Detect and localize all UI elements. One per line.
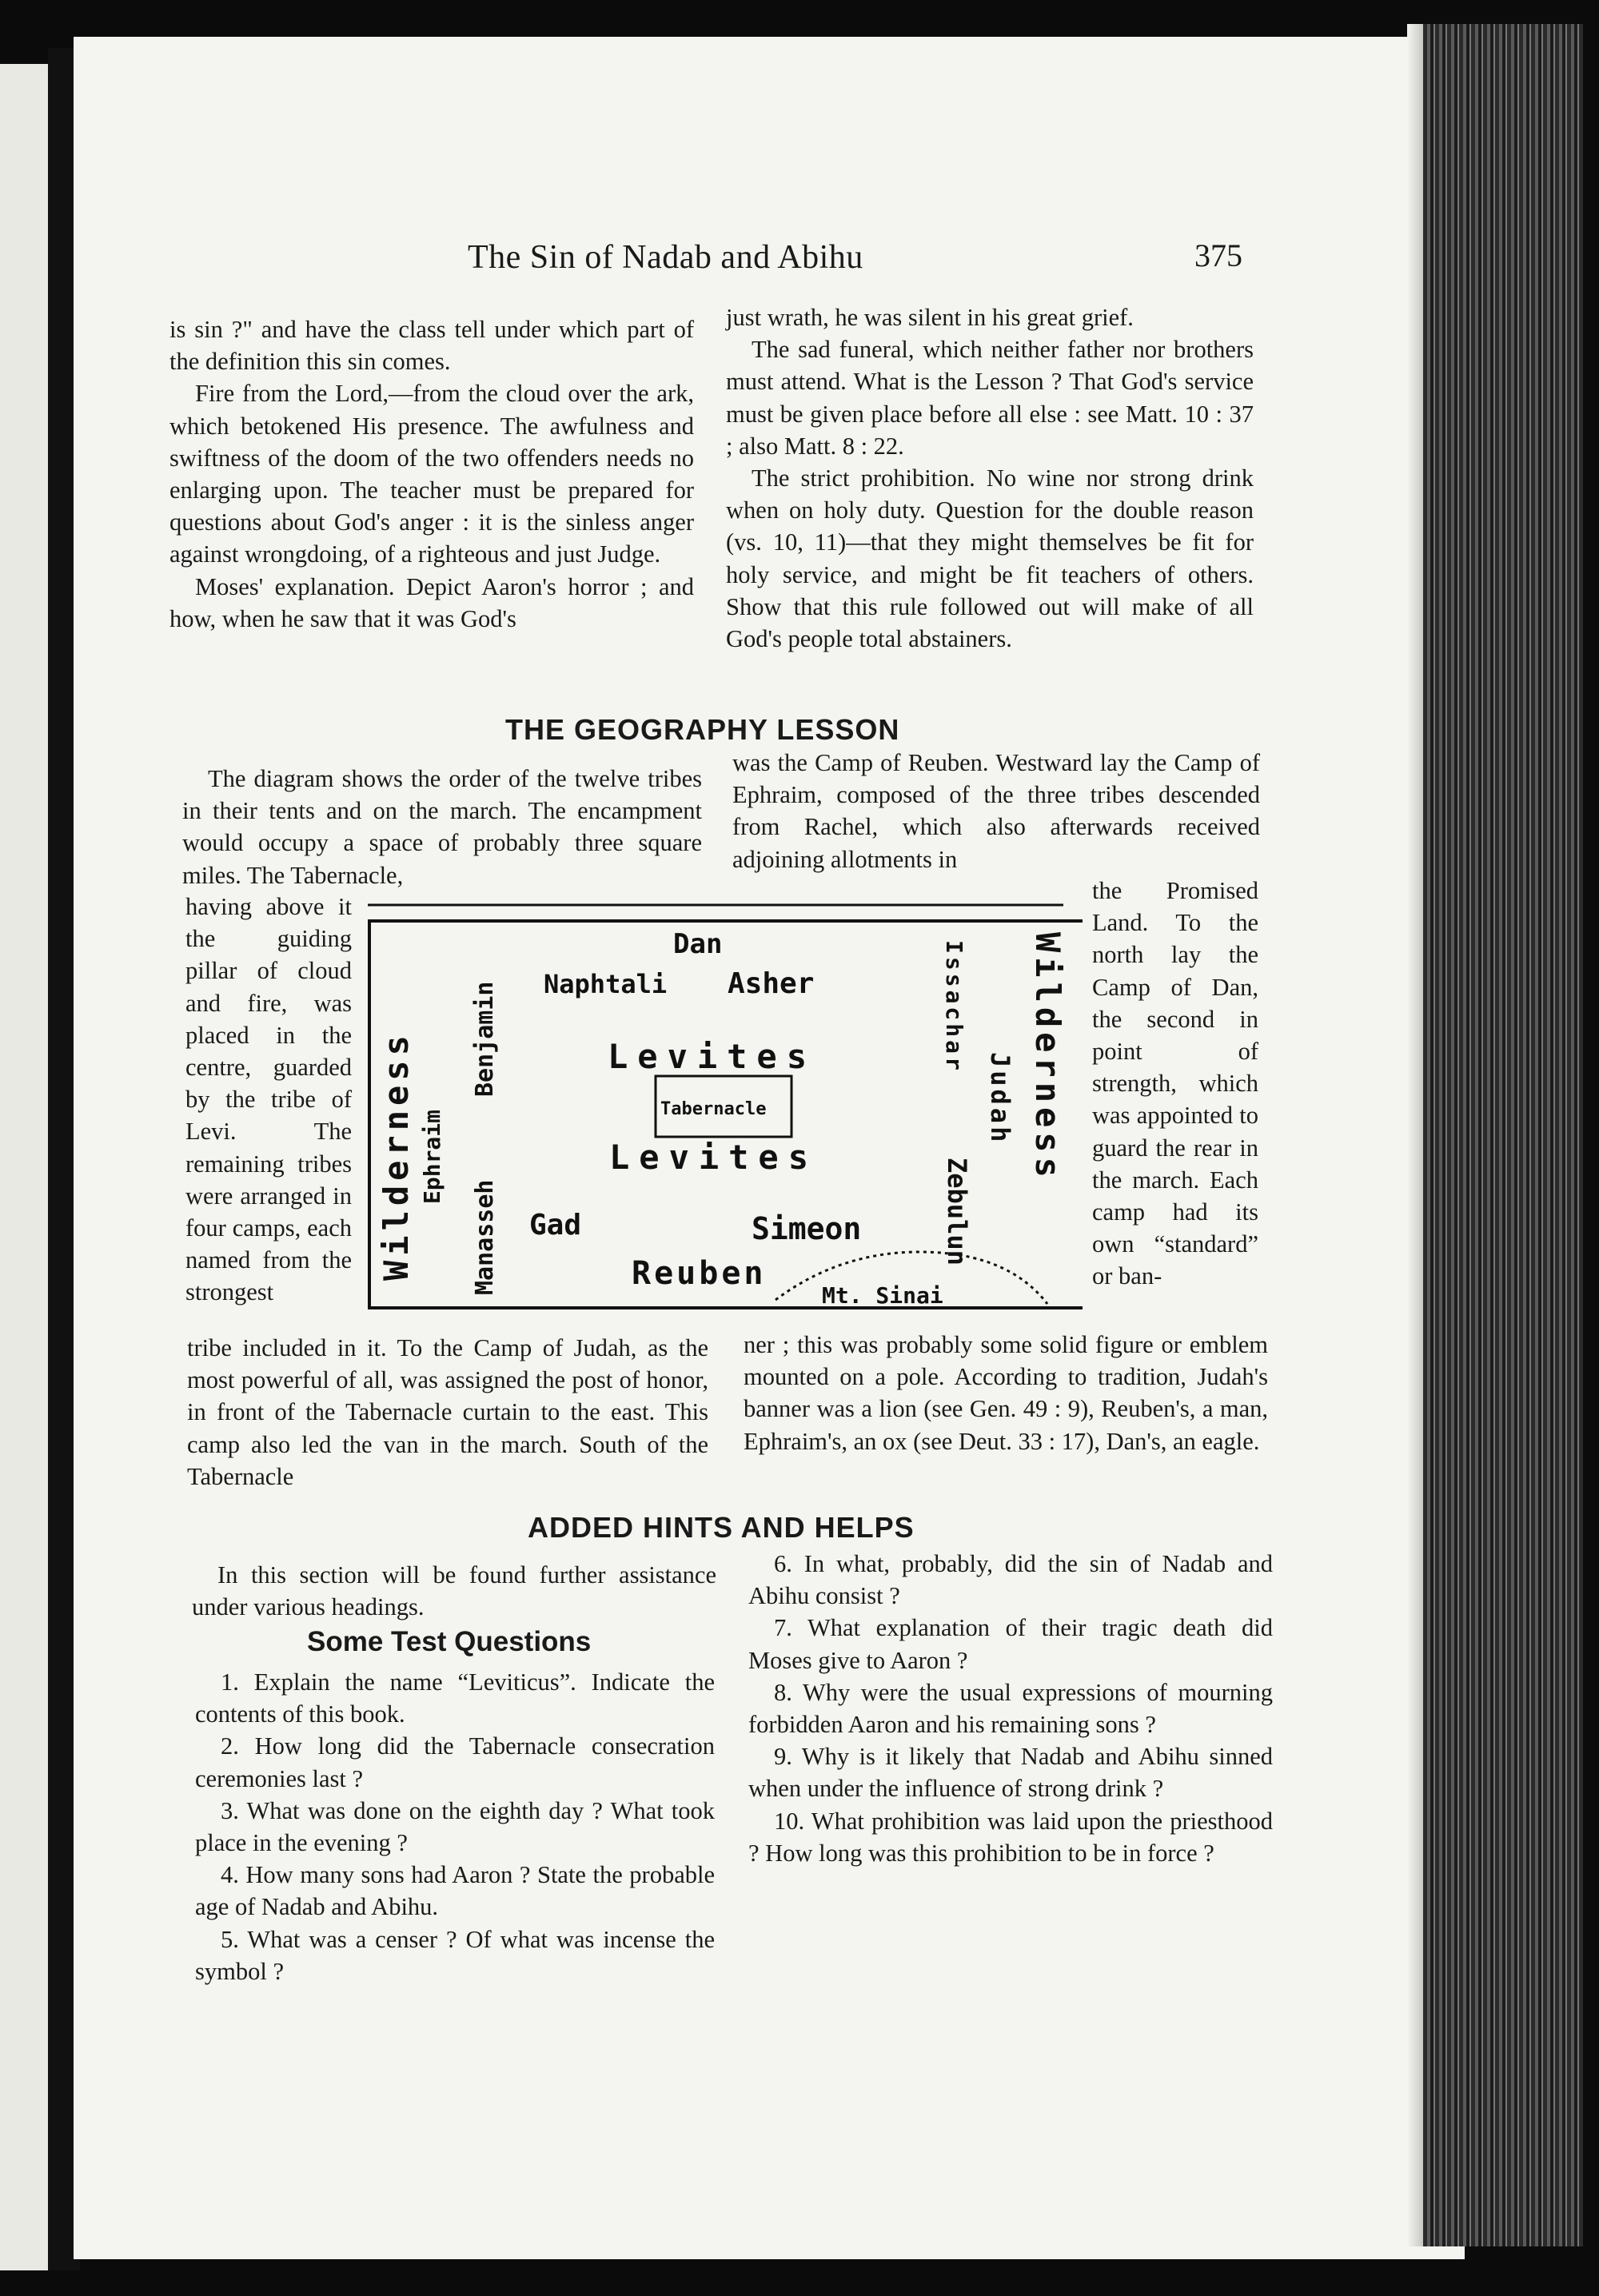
paragraph: The diagram shows the order of the twelve tribes in their tents and on the march. The encampment would occupy a space of probably three square miles. The Tabernacle, — [182, 765, 702, 889]
question: 7. What explanation of their tragic death did Moses give to Aaron ? — [748, 1614, 1273, 1674]
label-zebulun: Zebulun — [942, 1158, 972, 1266]
paragraph: Moses' explanation. Depict Aaron's horror ; and how, when he saw that it was God's — [169, 572, 694, 632]
label-dan: Dan — [673, 928, 723, 960]
questions-left — [195, 1666, 715, 1987]
test-questions-subheading: Some Test Questions — [307, 1626, 592, 1657]
hints-left-column — [192, 1559, 716, 1623]
label-manasseh: Manasseh — [471, 1179, 499, 1295]
geography-left-top — [182, 763, 702, 891]
question: 1. Explain the name “Leviticus”. Indicate the contents of this book. — [195, 1668, 715, 1728]
question: 6. In what, probably, did the sin of Nadab and Abihu consist ? — [748, 1550, 1273, 1610]
geography-heading: THE GEOGRAPHY LESSON — [505, 713, 900, 746]
running-header: The Sin of Nadab and Abihu — [468, 239, 863, 276]
label-tabernacle: Tabernacle — [660, 1099, 767, 1119]
label-benjamin: Benjamin — [471, 981, 499, 1097]
label-judah: Judah — [985, 1052, 1015, 1146]
geography-right-top — [732, 747, 1260, 875]
hints-intro: In this section will be found further assistance under various headings. — [192, 1561, 716, 1621]
label-naphtali: Naphtali — [544, 969, 668, 999]
label-ephraim: Ephraim — [419, 1109, 445, 1204]
hints-heading: ADDED HINTS AND HELPS — [528, 1511, 915, 1544]
label-wilderness-right: Wilderness — [1028, 932, 1067, 1182]
label-issachar: Issachar — [941, 940, 967, 1074]
geography-right-narrow — [1092, 875, 1258, 1293]
geography-left-bottom — [187, 1332, 708, 1493]
paragraph: ner ; this was probably some solid figure or emblem mounted on a pole. According to tradition, Judah's banner was a lion (see Gen. 49 : 9), Reuben's, a man, Ephraim's, an ox (see Deut. 33 : 17), Dan's, an eagle. — [744, 1331, 1268, 1455]
question: 10. What prohibition was laid upon the priesthood ? How long was this prohibition to be in force ? — [748, 1807, 1273, 1867]
question: 5. What was a censer ? Of what was incense the symbol ? — [195, 1925, 715, 1985]
geography-right-bottom — [744, 1329, 1268, 1457]
paragraph: Fire from the Lord,—from the cloud over the ark, which betokened His presence. The awfulness and swiftness of the doom of the two offenders needs no enlarging upon. The teacher must be prepared for questions about God's anger : it is the sinless anger against wrongdoing, of a righteous and just Judge. — [169, 380, 694, 568]
page-number: 375 — [1194, 237, 1242, 273]
question: 2. How long did the Tabernacle consecration ceremonies last ? — [195, 1732, 715, 1792]
questions-right — [748, 1548, 1273, 1869]
label-wilderness-left: Wilderness — [377, 1030, 416, 1281]
encampment-svg — [360, 900, 1083, 1319]
left-page-edge — [0, 64, 48, 2270]
label-levites-top: Levites — [608, 1037, 817, 1076]
intro-left-column — [169, 313, 694, 635]
label-simeon: Simeon — [752, 1211, 862, 1246]
geography-left-narrow — [185, 891, 352, 1309]
intro-right-column — [726, 301, 1254, 655]
question: 9. Why is it likely that Nadab and Abihu sinned when under the influence of strong drink ? — [748, 1743, 1273, 1803]
question: 8. Why were the usual expressions of mourning forbidden Aaron and his remaining sons ? — [748, 1678, 1273, 1739]
paragraph: is sin ?" and have the class tell under which part of the definition this sin comes. — [169, 316, 694, 376]
paragraph: tribe included in it. To the Camp of Judah, as the most powerful of all, was assigned the post of honor, in front of the Tabernacle curtain to the east. This camp also led the van in the march. South of the Tabernacle — [187, 1334, 708, 1490]
paragraph: The strict prohibition. No wine nor strong drink when on holy duty. Question for the double reason (vs. 10, 11)—that they might themselves be fit for holy service, and might be fit teachers of others. Show that this rule followed out will make of all God's people total abstainers. — [726, 464, 1254, 653]
label-asher: Asher — [728, 967, 815, 1000]
paragraph: the Promised Land. To the north lay the Camp of Dan, the second in point of strength, which was appointed to guard the rear in the march. Each camp had its own “standard” or ban- — [1092, 877, 1258, 1290]
label-levites-bottom: Levites — [609, 1138, 819, 1177]
paragraph: was the Camp of Reuben. Westward lay the Camp of Ephraim, composed of the three tribes descended from Rachel, which also afterwards received adjoining allotments in — [732, 749, 1260, 873]
encampment-diagram — [360, 900, 1083, 1319]
book-page-edges — [1423, 24, 1583, 2246]
question: 4. How many sons had Aaron ? State the probable age of Nadab and Abihu. — [195, 1861, 715, 1921]
paragraph: having above it the guiding pillar of cloud and fire, was placed in the centre, guarded by the tribe of Levi. The remaining tribes were arranged in four camps, each named from the strongest — [185, 893, 352, 1306]
paragraph: The sad funeral, which neither father nor brothers must attend. What is the Lesson ? That God's service must be given place before all else : see Matt. 10 : 37 ; also Matt. 8 : 22. — [726, 336, 1254, 460]
label-mt-sinai: Mt. Sinai — [822, 1282, 943, 1309]
paragraph: just wrath, he was silent in his great grief. — [726, 304, 1134, 331]
label-reuben: Reuben — [632, 1255, 767, 1292]
question: 3. What was done on the eighth day ? What took place in the evening ? — [195, 1796, 715, 1857]
label-gad: Gad — [529, 1209, 582, 1242]
